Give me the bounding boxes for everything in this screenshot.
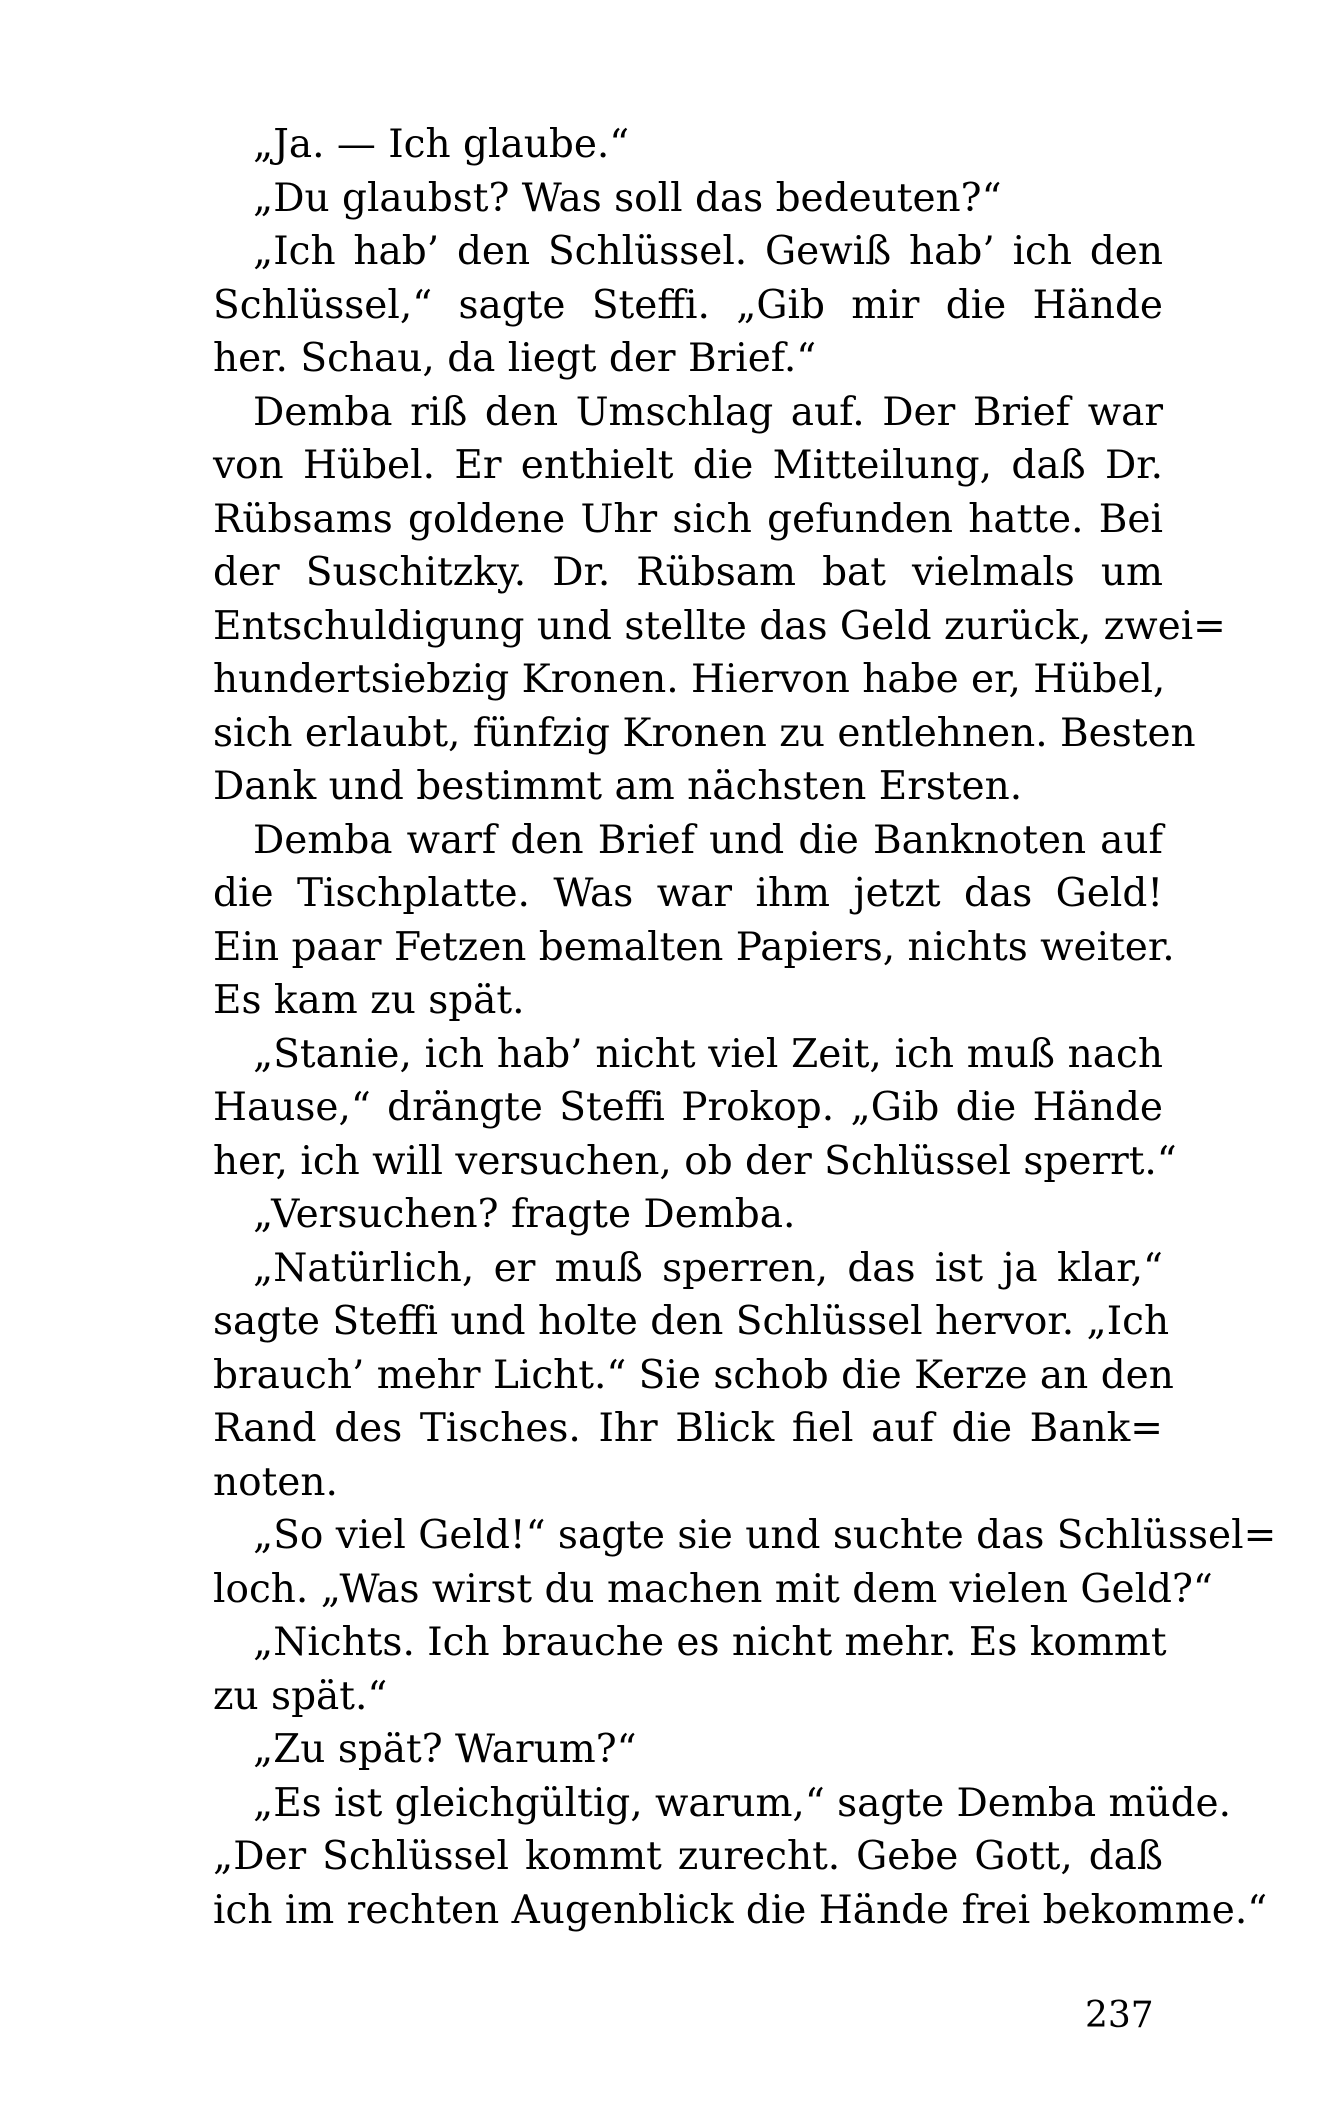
text-line: „Ich hab’ den Schlüssel. Gewiß hab’ ich den	[253, 229, 1163, 274]
text-line: „Versuchen? fragte Demba.	[253, 1192, 796, 1237]
text-line: sich erlaubt, fünfzig Kronen zu entlehnen. Besten	[213, 710, 1196, 756]
paragraph-11	[213, 1723, 1163, 1777]
text-line: ich im rechten Augenblick die Hände frei bekomme.“	[213, 1887, 1268, 1933]
text-line: zu spät.“	[213, 1673, 388, 1719]
paragraph-4	[213, 386, 1226, 814]
text-line: Es kam zu spät.	[213, 978, 525, 1023]
paragraph-9	[213, 1509, 1277, 1616]
text-line: noten.	[213, 1459, 338, 1505]
text-line: Demba riß den Umschlag auf. Der Brief war	[253, 389, 1163, 435]
paragraph-10	[213, 1616, 1167, 1723]
text-line: hundertsiebzig Kronen. Hiervon habe er, Hübel,	[213, 657, 1166, 702]
text-line: Hause,“ drängte Steffi Prokop. „Gib die Hände	[213, 1085, 1163, 1130]
text-line: brauch’ mehr Licht.“ Sie schob die Kerze an den	[213, 1352, 1174, 1398]
paragraph-2	[213, 172, 1163, 226]
text-line: Entschuldigung und stellte das Geld zurück, zwei=	[213, 603, 1226, 649]
text-line: von Hübel. Er enthielt die Mitteilung, daß Dr.	[213, 443, 1163, 488]
text-line: „Stanie, ich hab’ nicht viel Zeit, ich muß nach	[253, 1031, 1163, 1077]
text-line: Schlüssel,“ sagte Steffi. „Gib mir die Hände	[213, 282, 1163, 328]
text-line: „So viel Geld!“ sagte sie und suchte das Schlüssel=	[253, 1513, 1277, 1558]
text-line: Ein paar Fetzen bemalten Papiers, nichts weiter.	[213, 924, 1175, 970]
text-line: „Der Schlüssel kommt zurecht. Gebe Gott, daß	[213, 1834, 1163, 1879]
text-line: „Zu spät? Warum?“	[253, 1727, 637, 1772]
text-line: „Du glaubst? Was soll das bedeuten?“	[253, 175, 1002, 221]
paragraph-12	[213, 1777, 1268, 1938]
text-line: her, ich will versuchen, ob der Schlüssel sperrt.“	[213, 1138, 1177, 1184]
paragraph-6	[213, 1028, 1177, 1189]
paragraph-7	[213, 1188, 1163, 1242]
paragraph-3	[213, 225, 1163, 386]
paragraph-1	[213, 118, 1163, 172]
paragraph-8	[213, 1242, 1174, 1510]
text-line: Dank und bestimmt am nächsten Ersten.	[213, 764, 1023, 809]
paragraph-5	[213, 814, 1175, 1028]
text-line: „Ja. — Ich glaube.“	[253, 122, 630, 167]
text-line: die Tischplatte. Was war ihm jetzt das Geld!	[213, 871, 1163, 916]
text-line: Rübsams goldene Uhr sich gefunden hatte. Bei	[213, 496, 1163, 542]
text-line: „Nichts. Ich brauche es nicht mehr. Es kommt	[253, 1620, 1167, 1665]
text-line: „Es ist gleichgültig, warum,“ sagte Demba müde.	[253, 1780, 1232, 1826]
text-line: Rand des Tisches. Ihr Blick fiel auf die Bank=	[213, 1406, 1163, 1451]
text-line: her. Schau, da liegt der Brief.“	[213, 336, 817, 381]
text-line: loch. „Was wirst du machen mit dem vielen Geld?“	[213, 1566, 1213, 1612]
text-line: Demba warf den Brief und die Banknoten auf	[253, 817, 1163, 863]
text-line: „Natürlich, er muß sperren, das ist ja klar,“	[253, 1245, 1163, 1291]
page-number: 237	[1085, 1995, 1154, 2036]
text-line: der Suschitzky. Dr. Rübsam bat vielmals um	[213, 550, 1163, 595]
text-line: sagte Steffi und holte den Schlüssel hervor. „Ich	[213, 1299, 1170, 1344]
page-text	[213, 118, 1277, 1937]
